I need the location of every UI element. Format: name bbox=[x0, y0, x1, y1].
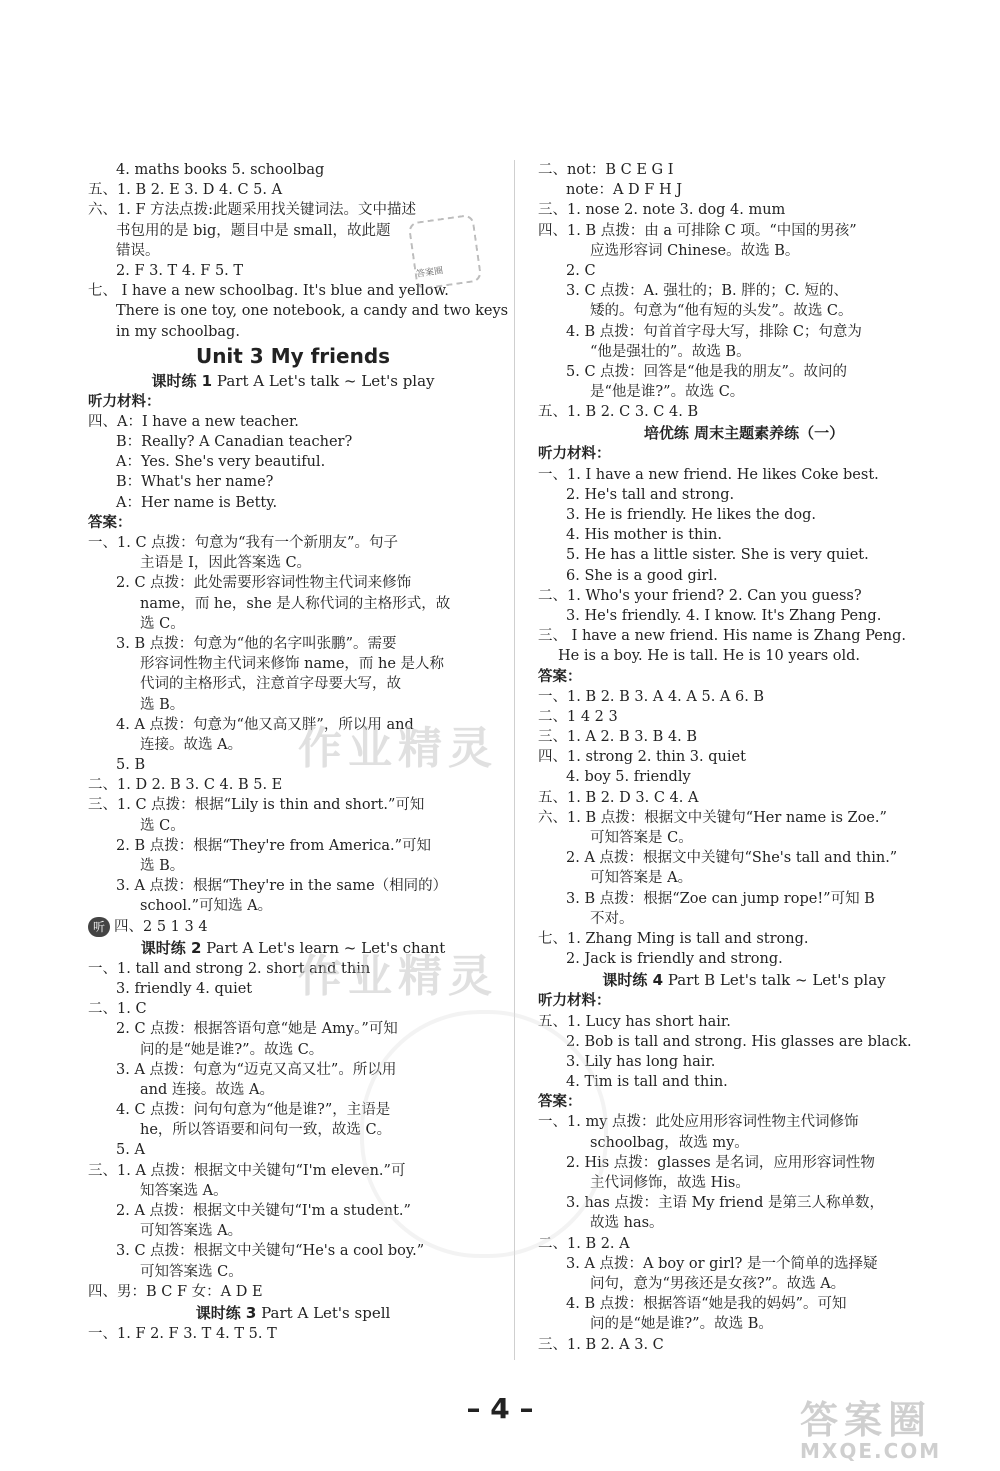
listen-line-text: 四、2 5 1 3 4 bbox=[114, 918, 208, 935]
left.lines-line: 错误。 bbox=[116, 242, 160, 259]
right.block2-line: 三、 I have a new friend. His name is Zhang Peng. bbox=[538, 628, 907, 645]
right.block2-line: 4. His mother is thin. bbox=[566, 527, 722, 544]
right.block2-line: 五、1. B 2. D 3. C 4. A bbox=[538, 789, 699, 806]
listen-line bbox=[88, 917, 498, 937]
left.block2-line: 选 B。 bbox=[140, 696, 185, 713]
left.block2-line: 形容词性物主代词来修饰 name，而 he 是人称 bbox=[140, 656, 445, 673]
right.block3-line: 3. Lily has long hair. bbox=[566, 1053, 716, 1070]
left.block3-line: 问的是“她是谁?”。故选 C。 bbox=[140, 1041, 324, 1058]
left.block3-line: he，所以答语要和问句一致，故选 C。 bbox=[140, 1122, 392, 1139]
right.block3-line: 3. has 点拨：主语 My friend 是第三人称单数， bbox=[566, 1195, 884, 1212]
right.block3-line: 问的是“她是谁?”。故选 B。 bbox=[590, 1316, 773, 1333]
watermark-1: 作业精灵 bbox=[298, 723, 498, 774]
right.block2-line: 2. A 点拨：根据文中关键句“She's tall and thin.” bbox=[566, 850, 898, 867]
left.lines-line: 4. maths books 5. schoolbag bbox=[116, 162, 325, 178]
left.block2-line: name，而 he，she 是人称代词的主格形式，故 bbox=[140, 595, 451, 612]
left.block2-line: 4. A 点拨：句意为“他又高又胖”，所以用 and bbox=[116, 716, 414, 733]
right.block1-line: 二、not：B C E G I bbox=[538, 162, 674, 178]
watermark-seal bbox=[360, 1010, 608, 1258]
right.block2-line: 二、1 4 2 3 bbox=[538, 708, 618, 725]
right.block1-line: 是“他是谁?”。故选 C。 bbox=[590, 384, 745, 401]
left.block2-line: 选 C。 bbox=[140, 817, 185, 834]
left.block3-line: 3. A 点拨：句意为“迈克又高又壮”。所以用 bbox=[116, 1061, 397, 1078]
weekly-title: 培优练 周末主题素养练（一） bbox=[643, 424, 845, 443]
left.block3-line: 二、1. C bbox=[88, 1001, 147, 1018]
right.block3-line: 3. A 点拨：A boy or girl? 是一个简单的选择疑 bbox=[566, 1255, 878, 1272]
lesson-heading bbox=[538, 969, 950, 991]
left.block2-line: 选 B。 bbox=[140, 858, 185, 874]
right.block3-line: 问句，意为“男孩还是女孩?”。故选 A。 bbox=[590, 1275, 846, 1292]
left.block3-line: 2. C 点拨：根据答语句意“她是 Amy。”可知 bbox=[116, 1021, 398, 1038]
left.block2-line: B：Really? A Canadian teacher? bbox=[116, 434, 353, 451]
right.block2-line: 六、1. B 点拨：根据文中关键句“Her name is Zoe.” bbox=[538, 809, 887, 826]
right.block2-line: 可知答案是 A。 bbox=[590, 870, 693, 887]
right.block1-line: 五、1. B 2. C 3. C 4. B bbox=[538, 404, 699, 421]
right.block3-line: 4. B 点拨：根据答语“她是我的妈妈”。可知 bbox=[566, 1296, 847, 1313]
left.block2-line: 答案： bbox=[88, 514, 132, 531]
right.block1-line: 三、1. nose 2. note 3. dog 4. mum bbox=[538, 202, 786, 219]
right.block1-line: 4. B 点拨：句首首字母大写，排除 C；句意为 bbox=[566, 323, 862, 340]
right.block2-line: 6. She is a good girl. bbox=[566, 567, 718, 584]
left.block2-line: 2. B 点拨：根据“They're from America.”可知 bbox=[116, 837, 432, 854]
left.lines-line: 七、 I have a new schoolbag. It's blue and yellow. bbox=[88, 283, 449, 300]
right.block2-line: 不对。 bbox=[590, 910, 634, 927]
right.block3-line: 五、1. Lucy has short hair. bbox=[538, 1013, 731, 1030]
left.block3-line: 可知答案选 C。 bbox=[140, 1263, 243, 1280]
right.block2-line: 答案： bbox=[538, 668, 582, 685]
left.block2-line: 5. B bbox=[116, 757, 146, 774]
left.block3-line: 3. C 点拨：根据文中关键句“He's a cool boy.” bbox=[116, 1243, 425, 1260]
left.block4-line: 一、1. F 2. F 3. T 4. T 5. T bbox=[88, 1325, 277, 1342]
right.block2-line: He is a boy. He is tall. He is 10 years old. bbox=[558, 648, 861, 665]
left.block3-line: 5. A bbox=[116, 1142, 145, 1159]
right.block1-line: 应选形容词 Chinese。故选 B。 bbox=[590, 242, 800, 259]
right.block2-line: 听力材料： bbox=[538, 446, 611, 463]
left.block2-line: 连接。故选 A。 bbox=[140, 736, 243, 753]
right.block2-line: 3. He is friendly. He likes the dog. bbox=[566, 507, 817, 523]
lesson-heading bbox=[88, 1302, 498, 1324]
right.block2-line: 七、1. Zhang Ming is tall and strong. bbox=[538, 930, 809, 947]
right.block3-line: 二、1. B 2. A bbox=[538, 1235, 630, 1252]
right.block3-line: 三、1. B 2. A 3. C bbox=[538, 1336, 664, 1353]
left.block2-line: 代词的主格形式，注意首字母要大写，故 bbox=[140, 676, 401, 693]
left.block3-line: 4. C 点拨：问句句意为“他是谁?”，主语是 bbox=[116, 1102, 391, 1119]
right.block1-line: 3. C 点拨：A. 强壮的；B. 胖的；C. 短的、 bbox=[566, 283, 849, 300]
right.block1-line: 5. C 点拨：回答是“他是我的朋友”。故问的 bbox=[566, 363, 847, 380]
lesson-part: Part B Let's talk ~ Let's play bbox=[667, 971, 886, 990]
right.block3-line: schoolbag，故选 my。 bbox=[590, 1134, 749, 1151]
lesson-label: 课时练 3 bbox=[195, 1303, 257, 1322]
right.block2-line: 2. Jack is friendly and strong. bbox=[566, 951, 783, 968]
right.block3-line: 2. Bob is tall and strong. His glasses are black. bbox=[566, 1033, 912, 1050]
lesson-label: 课时练 2 bbox=[140, 938, 202, 957]
right.block3-line: 答案： bbox=[538, 1094, 582, 1111]
right.block2-line: 四、1. strong 2. thin 3. quiet bbox=[538, 749, 746, 766]
right.block2-line: 3. He's friendly. 4. I know. It's Zhang Peng. bbox=[566, 607, 882, 624]
right.block2-line: 5. He has a little sister. She is very quiet. bbox=[566, 547, 869, 564]
right.block2-line: 4. boy 5. friendly bbox=[566, 769, 691, 786]
lesson-label: 课时练 1 bbox=[151, 371, 213, 390]
right.block3-line: 故选 has。 bbox=[590, 1215, 664, 1232]
lesson-part: Part A Let's talk ~ Let's play bbox=[216, 371, 435, 390]
left.block2-line: A：Her name is Betty. bbox=[116, 494, 278, 511]
left.block2-line: 3. B 点拨：句意为“他的名字叫张鹏”。需要 bbox=[116, 635, 397, 652]
right.block1-line: 四、1. B 点拨：由 a 可排除 C 项。“中国的男孩” bbox=[538, 222, 857, 239]
right.block2-line: 2. He's tall and strong. bbox=[566, 486, 735, 503]
right.block2-line: 三、1. A 2. B 3. B 4. B bbox=[538, 729, 698, 746]
left.block2-line: 四、A：I have a new teacher. bbox=[88, 413, 299, 430]
left.block2-line: 2. C 点拨：此处需要形容词性物主代词来修饰 bbox=[116, 575, 412, 592]
left.lines-line: 六、1. F 方法点拨:此题采用找关键词法。文中描述 bbox=[88, 202, 416, 219]
left.block3-line: 四、男：B C F 女：A D E bbox=[88, 1283, 263, 1300]
lesson-part: Part A Let's spell bbox=[261, 1303, 391, 1322]
left.lines-line: in my schoolbag. bbox=[116, 323, 240, 340]
right.block3-line: 听力材料： bbox=[538, 993, 611, 1010]
right.block2-line: 3. B 点拨：根据“Zoe can jump rope!”可知 B bbox=[566, 890, 875, 907]
right.block3-line: 4. Tim is tall and thin. bbox=[566, 1074, 728, 1091]
watermark-2: 作业精灵 bbox=[298, 951, 498, 1002]
left.block2-line: 二、1. D 2. B 3. C 4. B 5. E bbox=[88, 777, 283, 794]
left.block2-line: 听力材料： bbox=[88, 393, 161, 410]
left.block2-line: A：Yes. She's very beautiful. bbox=[116, 454, 326, 471]
right.block3-line: 主代词修饰，故选 His。 bbox=[590, 1175, 750, 1191]
left.block2-line: 三、1. C 点拨：根据“Lily is thin and short.”可知 bbox=[88, 797, 425, 814]
left.block2-line: 3. A 点拨：根据“They're in the same（相同的） bbox=[116, 878, 448, 895]
corner-logo-text: 答案圈 bbox=[800, 1398, 933, 1442]
listen-icon: 听 bbox=[88, 917, 110, 937]
right.block1-line: 矮的。句意为“他有短的头发”。故选 C。 bbox=[590, 303, 853, 320]
corner-logo-url: MXQE.COM bbox=[800, 1439, 942, 1463]
page-number: – 4 – bbox=[466, 1392, 534, 1425]
right.block3-line: 2. His 点拨：glasses 是名词，应用形容词性物 bbox=[566, 1154, 875, 1171]
right.block2-line: 一、1. I have a new friend. He likes Coke best. bbox=[538, 466, 879, 483]
left.block3-line: and 连接。故选 A。 bbox=[140, 1081, 274, 1098]
left.block2-line: 主语是 I，因此答案选 C。 bbox=[140, 555, 312, 572]
left.lines-line: 五、1. B 2. E 3. D 4. C 5. A bbox=[88, 182, 283, 199]
lesson-part: Part A Let's learn ~ Let's chant bbox=[206, 938, 446, 957]
left.lines-line: 2. F 3. T 4. F 5. T bbox=[116, 262, 244, 279]
left.lines-line: There is one toy, one notebook, a candy and two keys bbox=[116, 303, 509, 320]
right.block3-line: 一、1. my 点拨：此处应用形容词性物主代词修饰 bbox=[538, 1114, 859, 1131]
corner-logo bbox=[800, 1400, 990, 1464]
right.block1-line: 2. C bbox=[566, 262, 596, 279]
left.block2-line: school.”可知选 A。 bbox=[140, 898, 273, 915]
left.block2-line: 选 C。 bbox=[140, 615, 185, 632]
right.block2-line: 可知答案是 C。 bbox=[590, 830, 693, 846]
left.block3-line: 3. friendly 4. quiet bbox=[116, 980, 253, 997]
lesson-heading bbox=[88, 370, 498, 392]
left.lines-line: 书包用的是 big，题目中是 small，故此题 bbox=[116, 222, 391, 239]
left.block3-line: 一、1. tall and strong 2. short and thin bbox=[88, 960, 371, 977]
left.block3-line: 三、1. A 点拨：根据文中关键句“I'm eleven.”可 bbox=[88, 1162, 406, 1179]
left.block2-line: B：What's her name? bbox=[116, 474, 274, 491]
unit-title: Unit 3 My friends bbox=[195, 343, 391, 368]
left.block3-line: 2. A 点拨：根据文中关键句“I'm a student.” bbox=[116, 1203, 411, 1219]
left.block3-line: 知答案选 A。 bbox=[140, 1182, 228, 1199]
right.block1-line: “他是强壮的”。故选 B。 bbox=[590, 343, 751, 360]
right.block2-line: 一、1. B 2. B 3. A 4. A 5. A 6. B bbox=[538, 688, 765, 705]
lesson-label: 课时练 4 bbox=[602, 971, 664, 990]
left.block2-line: 一、1. C 点拨：句意为“我有一个新朋友”。句子 bbox=[88, 535, 398, 551]
stamp-text: 答案圈 bbox=[415, 266, 444, 280]
right.block2-line: 二、1. Who's your friend? 2. Can you guess? bbox=[538, 587, 862, 604]
right.block1-line: note：A D F H J bbox=[566, 182, 683, 199]
left.block3-line: 可知答案选 A。 bbox=[140, 1223, 243, 1240]
